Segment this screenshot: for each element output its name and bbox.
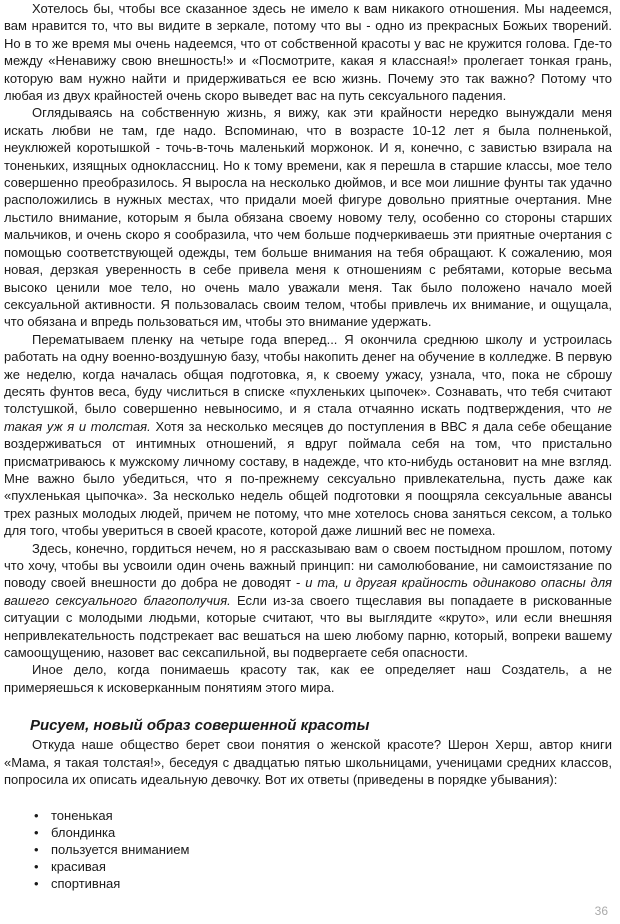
paragraph-3 bbox=[4, 331, 612, 540]
paragraph-1 bbox=[4, 0, 612, 104]
paragraph-5 bbox=[4, 661, 612, 696]
bullet-list bbox=[4, 807, 612, 892]
bullet-icon: • bbox=[34, 876, 39, 892]
paragraph-text: Перематываем пленку на четыре года вперед... Я окончила среднюю школу и устроилась работать на одну военно-воздушную базу, чтобы накопить денег на обучение в колледже. В первую же неделю, когда началась общая подготовка, я, к своему ужасу, узнала, что, пока не сброшу десять фунтов веса, буду числиться в списке «пухленьких цыпочек». Сознавать, что тебя считают толстушкой, было совершенно невыносимо, и я стала отчаянно искать подтверждения, что bbox=[4, 331, 612, 417]
bullet-icon: • bbox=[34, 842, 39, 858]
list-item-text: блондинка bbox=[51, 825, 116, 841]
list-item bbox=[34, 824, 612, 841]
list-item bbox=[34, 875, 612, 892]
list-item-text: тоненькая bbox=[51, 808, 113, 824]
bullet-icon: • bbox=[34, 808, 39, 824]
list-item bbox=[34, 858, 612, 875]
document-page bbox=[4, 0, 612, 892]
paragraph-text: Если из-за своего тщеславия вы попадаете в рискованные ситуации с молодыми людьми, которые считают, что вы выглядите «круто», или если внешняя непривлекательность подстрекает вас вешаться на шею любому парню, который, вопреки вашему самоощущению, назовет вас сексапильной, вы подвергаете себя опасности. bbox=[4, 592, 612, 661]
page-number: 36 bbox=[594, 904, 608, 918]
paragraph-text: Хотелось бы, чтобы все сказанное здесь не имело к вам никакого отношения. Мы надеемся, вам нравится то, что вы видите в зеркале, потому что вы - одно из прекрасных Божьих творений. Но в то же время мы очень надеемся, что от собственной красоты у вас не кружится голова. Где-то между «Ненавижу свою внешность!» и «Посмотрите, какая я классная!» пролегает тонкая грань, которую вам нужно найти и придерживаться ее всю жизнь. Почему это так важно? Потому что любая из двух крайностей очень скоро выведет вас на путь сексуального падения. bbox=[4, 1, 612, 104]
paragraph-2 bbox=[4, 104, 612, 330]
paragraph-text: Здесь, конечно, гордиться нечем, но я рассказываю вам о своем постыдном прошлом, потому что хочу, чтобы вы усвоили один очень важный принцип: ни самолюбование, ни самоистязание по поводу своей внешности до добра не доводят - bbox=[4, 540, 612, 591]
bullet-icon: • bbox=[34, 825, 39, 841]
paragraph-text: Хотя за несколько месяцев до поступления в ВВС я дала себе обещание воздерживаться от интимных отношений, я вдруг поймала себя на том, что пристально присматриваюсь к мужскому личному составу, в надежде, что кто-нибудь остановит на мне взгляд. Мне важно было убедиться, что я по-прежнему сексуально привлекательна, пусть даже как «пухленькая цыпочка». За несколько недель общей подготовки я поощряла сексуальные авансы трех разных молодых людей, причем не потому, что мне хотелось снова заняться сексом, а только для того, чтобы увериться в своей красоте, которой даже лишний вес не помеха. bbox=[4, 418, 612, 539]
paragraph-4 bbox=[4, 540, 612, 662]
list-item-text: спортивная bbox=[51, 876, 121, 892]
list-item-text: красивая bbox=[51, 859, 106, 875]
section-heading: Рисуем, новый образ совершенной красоты bbox=[30, 717, 370, 735]
list-item bbox=[34, 807, 612, 824]
bullet-icon: • bbox=[34, 859, 39, 875]
italic-emphasis: и та, и другая крайность одинаково опасны для вашего сексуального благополучия. bbox=[4, 575, 612, 608]
list-item bbox=[34, 841, 612, 858]
paragraph-text: Иное дело, когда понимаешь красоту так, как ее определяет наш Создатель, а не примеряешься к исковерканным понятиям этого мира. bbox=[4, 662, 612, 695]
section-intro: Откуда наше общество берет свои понятия о женской красоте? Шерон Херш, автор книги «Мама, я такая толстая!», беседуя с двадцатью пятью школьницами, ученицами средних классов, попросила их описать идеальную девочку. Вот их ответы (приведены в порядке убывания): bbox=[4, 737, 612, 788]
paragraph-text: Оглядываясь на собственную жизнь, я вижу, как эти крайности нередко вынуждали меня искать любви не там, где надо. Вспоминаю, что в возрасте 10-12 лет я была полненькой, неуклюжей коротышкой - точь-в-точь маленький моржонок. И я, конечно, с завистью взирала на тоненьких, изящных одноклассниц. Но к тому времени, как я перешла в старшие классы, мое тело совершенно преобразилось. Я выросла на несколько дюймов, и все мои лишние фунты так удачно расположились в нужных местах, что придали моей фигуре довольно приятные очертания. Мне льстило внимание, которым я была обязана своему новому телу, особенно со стороны старших мальчиков, и очень скоро я сообразила, что чем больше подчеркиваешь эти приятные очертания с помощью соответствующей одежды, тем больше внимания на тебя обращают. К сожалению, моя новая, дерзкая уверенность в себе привела меня к отношениям с ребятами, которые весьма высоко ценили мое тело, но очень мало уважали меня. Так было положено начало моей сексуальной активности. Я пользовалась своим телом, чтобы привлечь их внимание, и ощущала, что обязана и впредь пользоваться им, чтобы это внимание удержать. bbox=[4, 105, 612, 330]
list-item-text: пользуется вниманием bbox=[51, 842, 190, 858]
italic-emphasis: не такая уж я и толстая. bbox=[4, 401, 612, 434]
